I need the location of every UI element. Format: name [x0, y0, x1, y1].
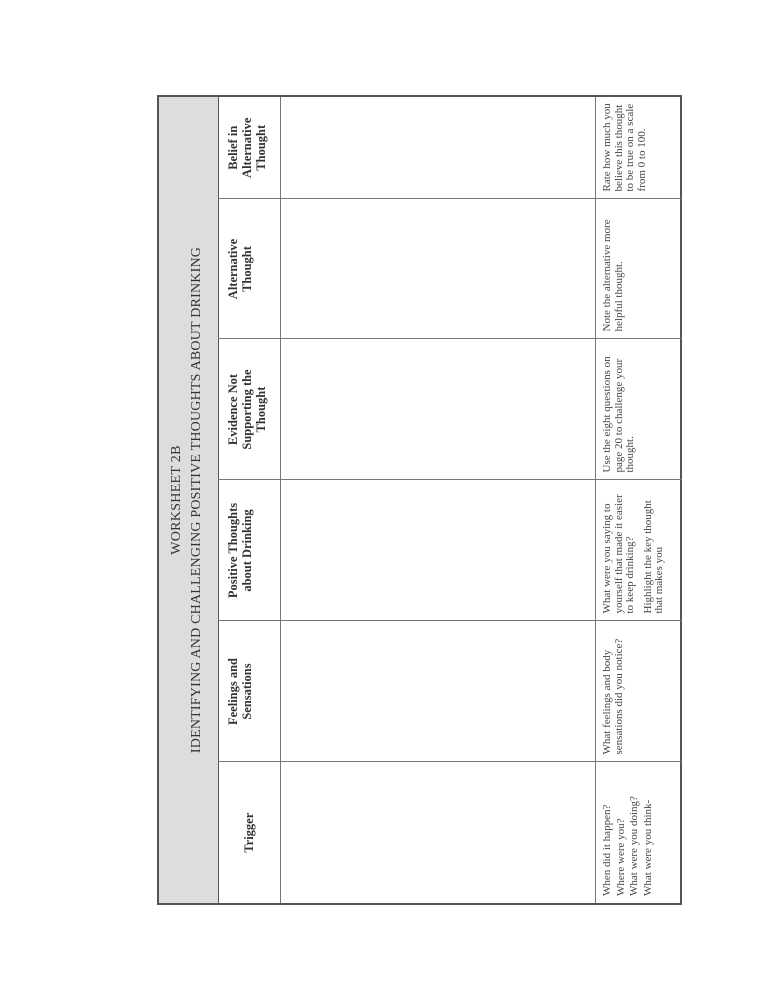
header-evidence-line3: Thought	[254, 386, 268, 433]
header-belief-line2: Alternative	[240, 117, 254, 178]
header-belief-line1: Belief in	[226, 125, 240, 170]
instruction-text: What were you doing?	[628, 796, 640, 896]
instruction-text: Rate how much you believe this thought to be true on a scale from 0 to 100.	[601, 103, 648, 192]
entry-positive-thoughts[interactable]	[281, 480, 596, 621]
instruction-text: What were you saying to yourself that made it easier to keep drinking?	[601, 494, 636, 614]
instructions-trigger	[596, 762, 683, 903]
header-evidence-line1: Evidence Not	[226, 373, 240, 446]
worksheet-number: WORKSHEET 2B	[169, 445, 184, 555]
entry-evidence[interactable]	[281, 339, 596, 480]
instructions-row	[596, 97, 683, 903]
instructions-alternative	[596, 199, 683, 339]
instructions-feelings	[596, 621, 683, 762]
instruction-text: When did it happen?	[601, 804, 613, 896]
instruction-text: Note the alternative more helpful thought.	[601, 219, 625, 332]
instruction-text: What were you think-	[641, 799, 654, 896]
worksheet-table	[218, 97, 682, 903]
instruction-text: Highlight the key thought that makes you	[641, 500, 665, 614]
header-feelings-line1: Feelings and	[226, 657, 240, 726]
header-positive-line2: about Drinking	[240, 509, 254, 592]
instructions-belief	[596, 97, 683, 199]
header-feelings	[218, 621, 281, 762]
header-alternative	[218, 199, 281, 339]
header-evidence	[218, 339, 281, 480]
instructions-evidence	[596, 339, 683, 480]
entry-belief[interactable]	[281, 97, 596, 199]
header-positive-line1: Positive Thoughts	[226, 502, 240, 599]
header-belief-line3: Thought	[254, 124, 268, 171]
entry-row	[281, 97, 596, 903]
instruction-text: Where were you?	[614, 818, 627, 896]
entry-alternative[interactable]	[281, 199, 596, 339]
header-evidence-line2: Supporting the	[240, 369, 254, 450]
entry-trigger[interactable]	[281, 762, 596, 903]
entry-feelings[interactable]	[281, 621, 596, 762]
worksheet-title-band	[159, 97, 219, 903]
header-trigger-label: Trigger	[242, 812, 256, 853]
header-row	[218, 97, 281, 903]
worksheet-page	[157, 95, 682, 905]
header-positive-thoughts	[218, 480, 281, 621]
header-trigger	[218, 762, 281, 903]
header-belief	[218, 97, 281, 199]
worksheet-title: IDENTIFYING AND CHALLENGING POSITIVE THOUGHTS ABOUT DRINKING	[189, 246, 204, 754]
header-alternative-line2: Thought	[240, 246, 254, 292]
instruction-text: What feelings and body sensations did you notice?	[601, 638, 625, 755]
instructions-positive-thoughts	[596, 480, 683, 621]
header-feelings-line2: Sensations	[240, 663, 254, 720]
header-alternative-line1: Alternative	[226, 238, 240, 300]
instruction-text: Use the eight questions on page 20 to challenge your thought.	[601, 356, 636, 473]
